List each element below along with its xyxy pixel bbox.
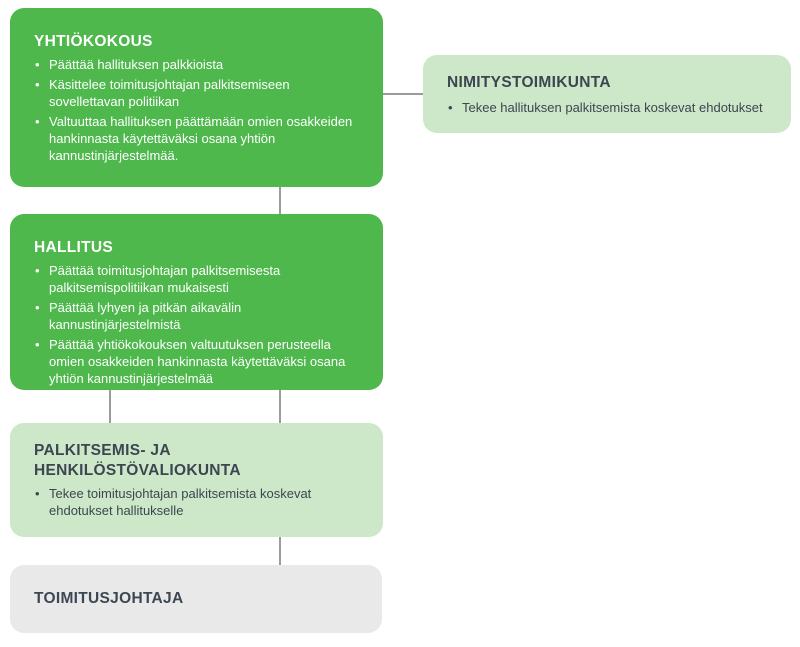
list-item (34, 485, 359, 519)
toimitusjohtaja-title: TOIMITUSJOHTAJA (34, 590, 184, 607)
palkitsemisvaliokunta-title: PALKITSEMIS- JA HENKILÖSTÖVALIOKUNTA (34, 442, 241, 479)
list-item-text: Päättää lyhyen ja pitkän aikavälin kannustinjärjestelmistä (49, 300, 242, 332)
list-item (34, 262, 359, 296)
bullet-icon: • (35, 486, 40, 501)
connector-hallitus-valiokunta-right (279, 390, 281, 423)
bullet-icon: • (35, 77, 40, 92)
connector-valiokunta-toimitusjohtaja (279, 537, 281, 565)
list-item-text: Päättää yhtiökokouksen valtuutuksen perusteella omien osakkeiden hankinnasta käytettäväksi osana yhtiön kannustinjärjestelmää (49, 337, 346, 386)
list-item-text: Tekee toimitusjohtajan palkitsemista koskevat ehdotukset hallitukselle (49, 486, 312, 518)
yhtiokokous-title: YHTIÖKOKOUS (34, 33, 153, 50)
bullet-icon: • (35, 57, 40, 72)
list-item-text: Päättää hallituksen palkkioista (49, 57, 224, 72)
list-item (34, 113, 359, 164)
nimitystoimikunta-box (423, 55, 791, 133)
hallitus-title: HALLITUS (34, 239, 114, 256)
yhtiokokous-box (10, 8, 383, 187)
list-item (34, 76, 359, 110)
yhtiokokous-bullet-list (34, 56, 359, 164)
list-item-text: Käsittelee toimitusjohtajan palkitsemiseen sovellettavan politiikan (49, 77, 290, 109)
bullet-icon: • (35, 263, 40, 278)
list-item (34, 299, 359, 333)
connector-yhtiokokous-hallitus (279, 187, 281, 214)
hallitus-bullet-list (34, 262, 359, 387)
list-item (34, 56, 359, 73)
nimitystoimikunta-bullet-list (447, 99, 767, 119)
toimitusjohtaja-box (10, 565, 382, 633)
bullet-icon: • (35, 114, 40, 129)
bullet-icon: • (35, 300, 40, 315)
list-item (34, 336, 359, 387)
list-item-text: Päättää toimitusjohtajan palkitsemisesta palkitsemispolitiikan mukaisesti (49, 263, 281, 295)
palkitsemisvaliokunta-box (10, 423, 383, 537)
palkitsemisvaliokunta-bullet-list (34, 485, 359, 519)
list-item (447, 99, 767, 116)
list-item-text: Tekee hallituksen palkitsemista koskevat ehdotukset (462, 100, 763, 115)
bullet-icon: • (448, 100, 453, 115)
connector-yhtiokokous-nimitystoimikunta (383, 93, 423, 95)
connector-hallitus-valiokunta-left (109, 390, 111, 423)
nimitystoimikunta-title: NIMITYSTOIMIKUNTA (447, 74, 611, 91)
bullet-icon: • (35, 337, 40, 352)
hallitus-box (10, 214, 383, 390)
list-item-text: Valtuuttaa hallituksen päättämään omien osakkeiden hankinnasta käytettäväksi osana yhtiön kannustinjärjestelmää. (49, 114, 353, 163)
